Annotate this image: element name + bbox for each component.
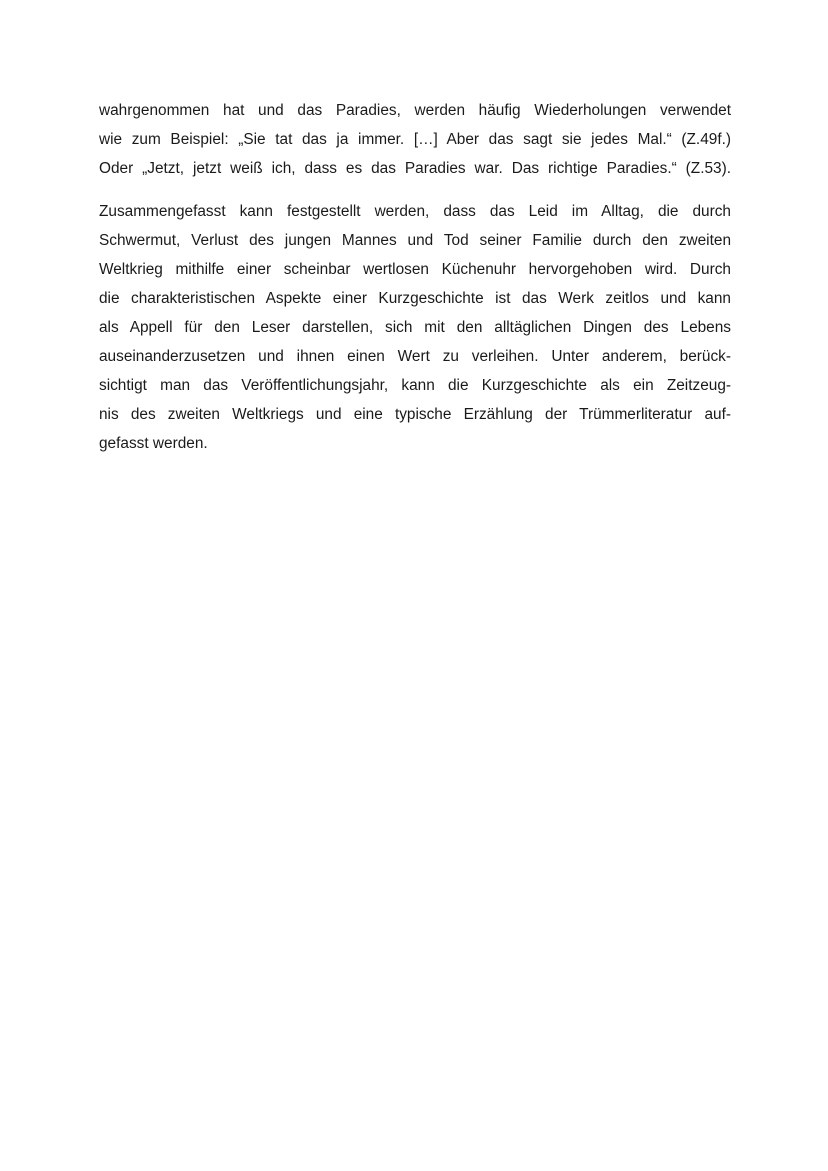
text-line: Oder „Jetzt, jetzt weiß ich, dass es das Paradies war. Das richtige Paradies.“ (Z.53).: [99, 160, 731, 177]
text-line: die charakteristischen Aspekte einer Kurzgeschichte ist das Werk zeitlos und kann: [99, 290, 731, 307]
text-line: Zusammengefasst kann festgestellt werden, dass das Leid im Alltag, die durch: [99, 203, 731, 220]
body-text: [99, 96, 731, 458]
paragraph-1: [99, 96, 731, 183]
text-line: nis des zweiten Weltkriegs und eine typische Erzählung der Trümmerliteratur auf-: [99, 406, 731, 423]
text-line: auseinanderzusetzen und ihnen einen Wert zu verleihen. Unter anderem, berück-: [99, 348, 731, 365]
text-line: wahrgenommen hat und das Paradies, werden häufig Wiederholungen verwendet: [99, 102, 731, 119]
text-line: als Appell für den Leser darstellen, sich mit den alltäglichen Dingen des Lebens: [99, 319, 731, 336]
text-line: Weltkrieg mithilfe einer scheinbar wertlosen Küchenuhr hervorgehoben wird. Durch: [99, 261, 731, 278]
text-line: sichtigt man das Veröffentlichungsjahr, kann die Kurzgeschichte als ein Zeitzeug-: [99, 377, 731, 394]
text-line: gefasst werden.: [99, 435, 208, 452]
text-line: wie zum Beispiel: „Sie tat das ja immer. […] Aber das sagt sie jedes Mal.“ (Z.49f.): [99, 131, 731, 148]
paragraph-2: [99, 197, 731, 458]
text-line: Schwermut, Verlust des jungen Mannes und Tod seiner Familie durch den zweiten: [99, 232, 731, 249]
